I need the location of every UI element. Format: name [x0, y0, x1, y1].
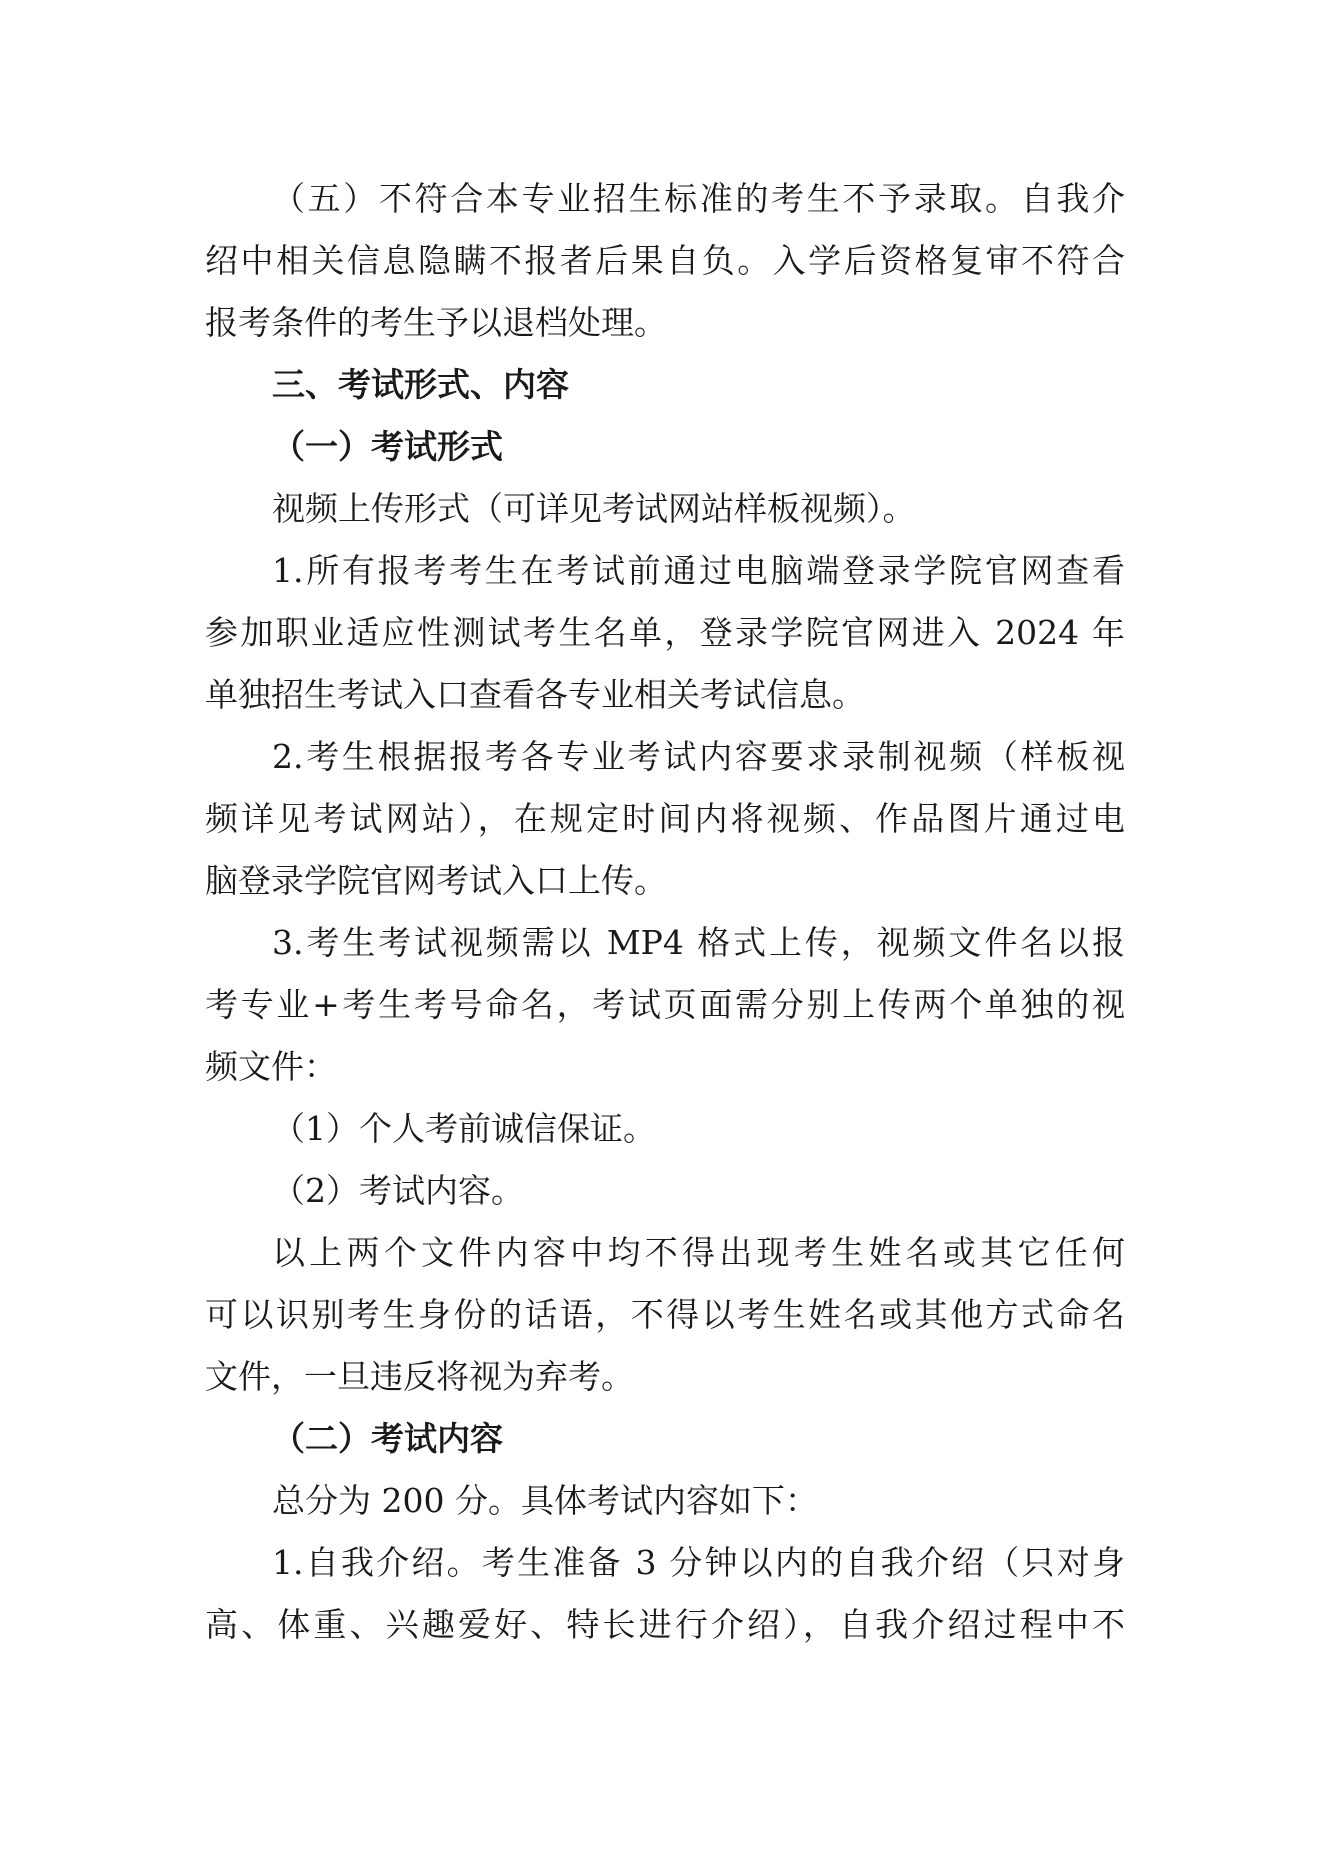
paragraph-line: 报考条件的考生予以退档处理。 — [205, 303, 667, 342]
paragraph-line: 总分为 200 分。具体考试内容如下： — [272, 1481, 818, 1520]
list-item: （2）考试内容。 — [272, 1171, 524, 1210]
paragraph-line: 单独招生考试入口查看各专业相关考试信息。 — [205, 675, 865, 714]
paragraph-line: 频文件： — [205, 1047, 337, 1086]
paragraph-line: 2.考生根据报考各专业考试内容要求录制视频（样板视 — [272, 737, 1125, 776]
paragraph-line: 绍中相关信息隐瞒不报者后果自负。入学后资格复审不符合 — [205, 241, 1125, 280]
subsection-heading: （二）考试内容 — [272, 1419, 503, 1458]
section-heading: 三、考试形式、内容 — [272, 365, 569, 404]
paragraph-line: 高、体重、兴趣爱好、特长进行介绍），自我介绍过程中不 — [205, 1605, 1125, 1644]
paragraph-line: 文件，一旦违反将视为弃考。 — [205, 1357, 634, 1396]
paragraph-line: 1.所有报考考生在考试前通过电脑端登录学院官网查看 — [272, 551, 1125, 590]
paragraph-line: （五）不符合本专业招生标准的考生不予录取。自我介 — [272, 179, 1125, 218]
paragraph-line: 以上两个文件内容中均不得出现考生姓名或其它任何 — [272, 1233, 1125, 1272]
paragraph-line: 3.考生考试视频需以 MP4 格式上传，视频文件名以报 — [272, 923, 1125, 962]
paragraph-line: 参加职业适应性测试考生名单，登录学院官网进入 2024 年 — [205, 613, 1125, 652]
subsection-heading: （一）考试形式 — [272, 427, 503, 466]
paragraph-line: 可以识别考生身份的话语，不得以考生姓名或其他方式命名 — [205, 1295, 1125, 1334]
paragraph-line: 1.自我介绍。考生准备 3 分钟以内的自我介绍（只对身 — [272, 1543, 1125, 1582]
paragraph-line: 脑登录学院官网考试入口上传。 — [205, 861, 667, 900]
paragraph-line: 视频上传形式（可详见考试网站样板视频）。 — [272, 489, 916, 528]
paragraph-line: 考专业+考生考号命名，考试页面需分别上传两个单独的视 — [205, 985, 1125, 1024]
paragraph-line: 频详见考试网站），在规定时间内将视频、作品图片通过电 — [205, 799, 1125, 838]
list-item: （1）个人考前诚信保证。 — [272, 1109, 656, 1148]
